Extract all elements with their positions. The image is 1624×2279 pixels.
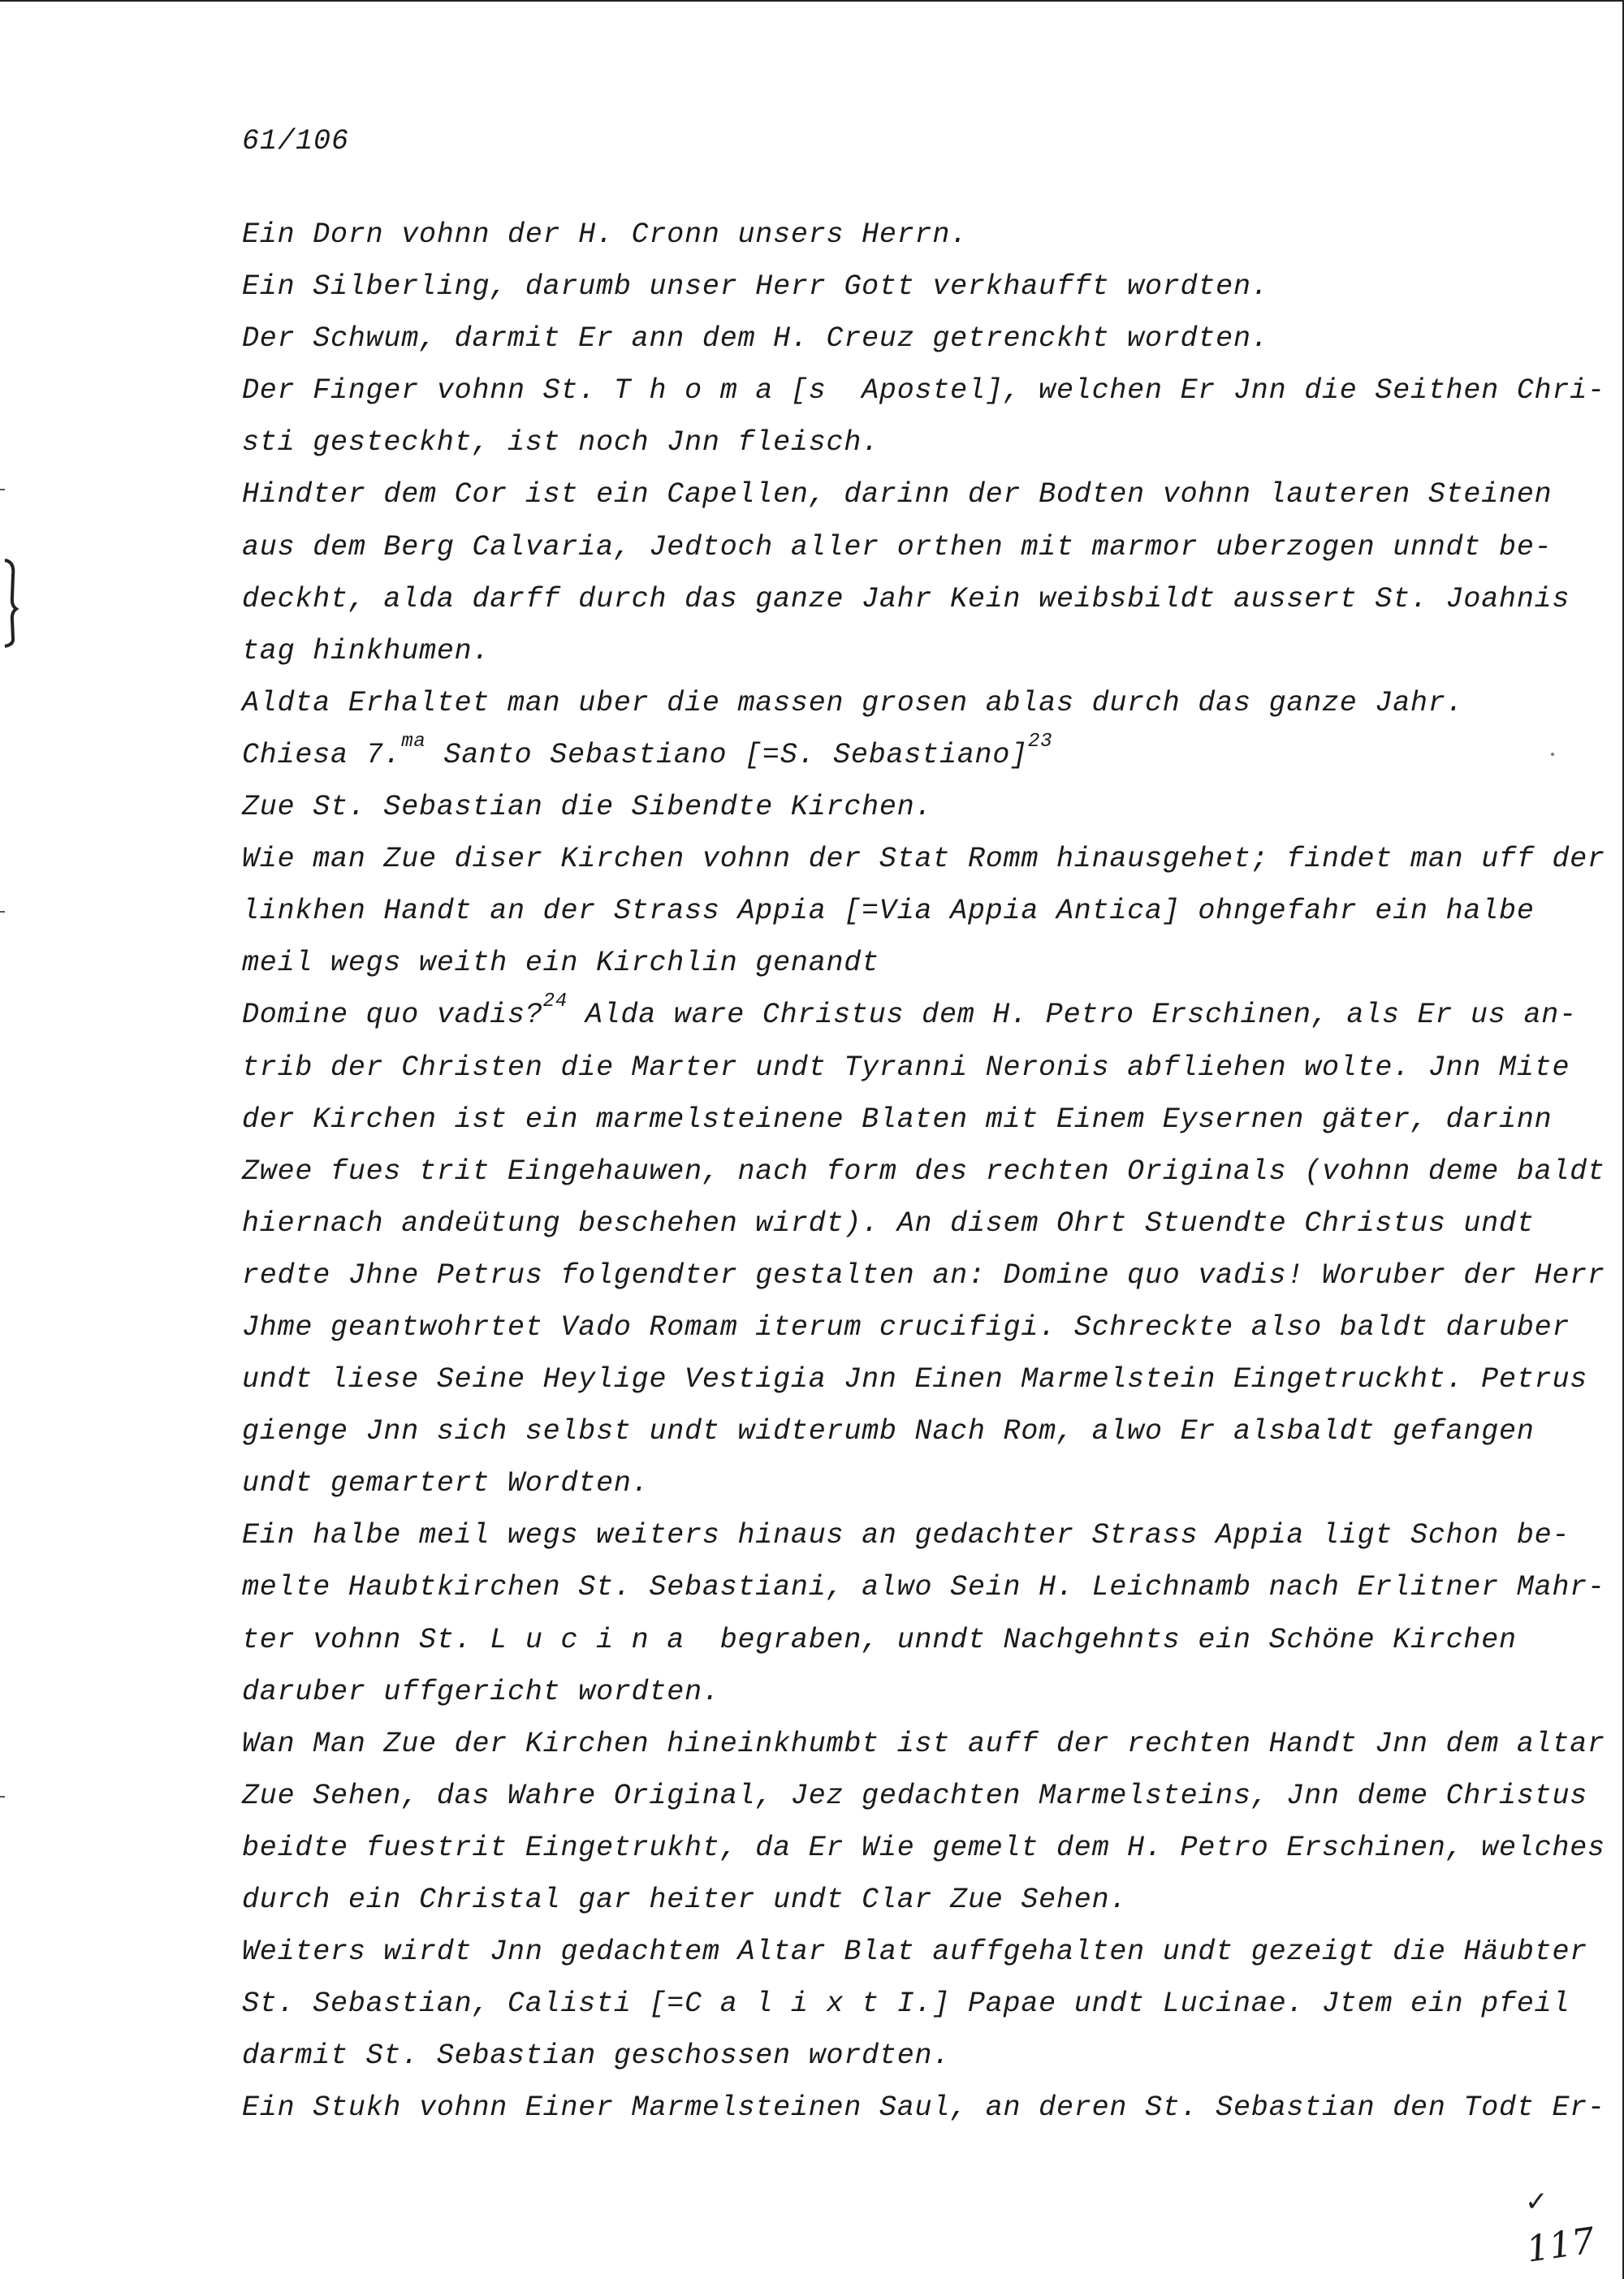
text-line: undt gemartert Wordten.: [242, 1467, 650, 1500]
text-line: trib der Christen die Marter undt Tyranni Neronis abfliehen wolte. Jnn Mite: [242, 1051, 1570, 1084]
text-line: St. Sebastian, Calisti [=C a l i x t I.] Papae undt Lucinae. Jtem ein pfeil: [242, 1988, 1570, 2021]
text-line: Zue St. Sebastian die Sibendte Kirchen.: [242, 791, 933, 824]
text-line: hiernach andeütung beschehen wirdt). An disem Ohrt Stuendte Christus undt: [242, 1206, 1535, 1240]
text-line: redte Jhne Petrus folgendter gestalten an: Domine quo vadis! Woruber der Herr: [242, 1258, 1605, 1292]
text-line-domine-quo-vadis: Domine quo vadis?$^{24}$ Alda ware Christus dem H. Petro Erschinen, als Er us an-: [242, 991, 1577, 1032]
margin-bracket-mark: [2, 559, 19, 648]
text-line: Hindter dem Cor ist ein Capellen, darinn der Bodten vohnn lauteren Steinen: [242, 478, 1553, 511]
text-line: Jhme geantwohrtet Vado Romam iterum crucifigi. Schreckte also baldt daruber: [242, 1310, 1570, 1344]
text-line: ter vohnn St. L u c i n a begraben, unndt Nachgehnts ein Schöne Kirchen: [242, 1623, 1517, 1656]
text-line: Zwee fues trit Eingehauwen, nach form des rechten Originals (vohnn deme baldt: [242, 1155, 1605, 1188]
text-line: aus dem Berg Calvaria, Jedtoch aller orthen mit marmor uberzogen unndt be-: [242, 530, 1553, 563]
text-line: der Kirchen ist ein marmelsteinene Blaten mit Einem Eysernen gäter, darinn: [242, 1103, 1553, 1136]
text-line: Ein Silberling, darumb unser Herr Gott verkhaufft wordten.: [242, 270, 1269, 304]
text-line: sti gesteckht, ist noch Jnn fleisch.: [242, 426, 879, 460]
text-line: Wie man Zue diser Kirchen vohnn der Stat Romm hinausgehet; findet man uff der: [242, 843, 1605, 876]
text-line: Weiters wirdt Jnn gedachtem Altar Blat auffgehalten undt gezeigt die Häubter: [242, 1936, 1588, 1969]
text-line: linkhen Handt an der Strass Appia [=Via Appia Antica] ohngefahr ein halbe: [242, 895, 1535, 928]
margin-tick-mark: [0, 1796, 5, 1798]
text-line: Ein Stukh vohnn Einer Marmelsteinen Saul, an deren St. Sebastian den Todt Er-: [242, 2091, 1605, 2125]
text-line: darmit St. Sebastian geschossen wordten.: [242, 2039, 951, 2073]
page-header-number: 61/106: [242, 125, 350, 158]
text-line: meil wegs weith ein Kirchlin genandt: [242, 947, 879, 980]
folio-number: 117: [1523, 2220, 1598, 2271]
text-line-heading-chiesa: Chiesa 7.$^{ma}$ Santo Sebastiano [=S. Sebastiano]$^{23}$: [242, 730, 1053, 771]
transcription-body: [242, 209, 1605, 2134]
text-line: melte Haubtkirchen St. Sebastiani, alwo Sein H. Leichnamb nach Erlitner Mahr-: [242, 1571, 1605, 1604]
margin-tick-mark: [0, 489, 5, 490]
margin-tick-mark: [0, 911, 5, 913]
text-line: Der Finger vohnn St. T h o m a [s Apostel], welchen Er Jnn die Seithen Chri-: [242, 374, 1605, 408]
footnote-ref-24: 24: [542, 991, 568, 1013]
text-line: Zue Sehen, das Wahre Original, Jez gedachten Marmelsteins, Jnn deme Christus: [242, 1779, 1588, 1812]
text-line: Ein Dorn vohnn der H. Cronn unsers Herrn.: [242, 218, 968, 251]
text-line: daruber uffgericht wordten.: [242, 1675, 720, 1708]
text-line: gienge Jnn sich selbst undt widterumb Nach Rom, alwo Er alsbaldt gefangen: [242, 1415, 1535, 1448]
superscript-ordinal: ma: [401, 730, 426, 753]
text-line: durch ein Christal gar heiter undt Clar Zue Sehen.: [242, 1884, 1128, 1916]
text-line: Wan Man Zue der Kirchen hineinkhumbt ist auff der rechten Handt Jnn dem altar: [242, 1727, 1605, 1760]
footnote-ref-23: 23: [1027, 730, 1053, 753]
text-line: Ein halbe meil wegs weiters hinaus an gedachter Strass Appia ligt Schon be-: [242, 1519, 1570, 1552]
checkmark-icon: ✓: [1525, 2186, 1548, 2218]
text-line: Der Schwum, darmit Er ann dem H. Creuz getrenckht wordten.: [242, 322, 1269, 356]
text-line: beidte fuestrit Eingetrukht, da Er Wie gemelt dem H. Petro Erschinen, welches: [242, 1831, 1605, 1864]
scan-speck: [1551, 753, 1554, 756]
text-line: undt liese Seine Heylige Vestigia Jnn Einen Marmelstein Eingetruckht. Petrus: [242, 1363, 1588, 1396]
text-line: deckht, alda darff durch das ganze Jahr Kein weibsbildt aussert St. Joahnis: [242, 582, 1570, 615]
text-line: Aldta Erhaltet man uber die massen grosen ablas durch das ganze Jahr.: [242, 686, 1464, 719]
text-line: tag hinkhumen.: [242, 634, 490, 667]
